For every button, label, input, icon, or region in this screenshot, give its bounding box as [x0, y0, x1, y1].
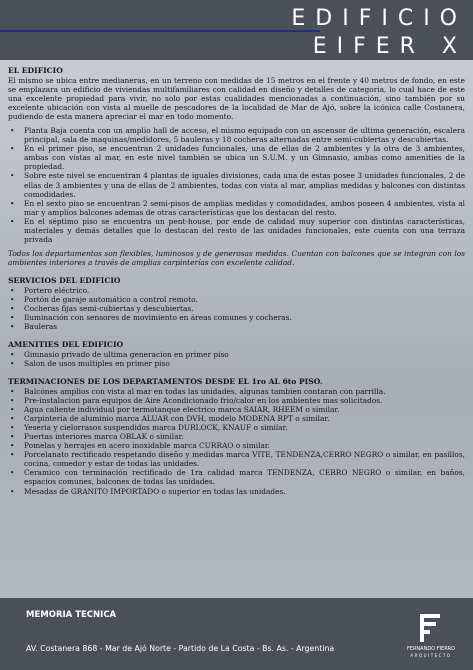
architect-logo	[396, 606, 466, 664]
list-item: • Sobre este nivel se encuentran 4 plantas de iguales divisiones, cada una de estas posee 3 unidades funcionales, 2 de ellas de 3 ambientes y una de ellas de 2 ambientes, todas con vista al mar, amplias medidas y balcones con distintas comodidades.	[8, 171, 465, 198]
servicios-heading: SERVICIOS DEL EDIFICIO	[8, 276, 121, 286]
list-item: • Ceramico con terminación rectificado de 1ra calidad marca TENDENZA, CERRO NEGRO o similar, en baños, espacios comunes, balcones de todas las unidades.	[8, 468, 465, 486]
list-item: • Iluminación con sensores de movimiento en áreas comunes y cocheras.	[8, 313, 465, 322]
el-edificio-list	[8, 126, 465, 244]
list-item: • Mesadas de GRANITO IMPORTADO o superior en todas las unidades.	[8, 487, 465, 496]
list-item: • Puertas interiores marca OBLAK o similar.	[8, 432, 465, 441]
list-item: • Portero eléctrico.	[8, 286, 465, 295]
list-item: • En el sexto piso se encuentran 2 semi-pisos de amplias medidas y comodidades, ambos poseen 4 ambientes, vista al mar y amplios balcones ademas de otras características que los destacan del resto.	[8, 199, 465, 217]
list-item: • Pomelas y herrajes en acero inoxidable marca CURRAO o similar.	[8, 441, 465, 450]
amenities-list	[8, 350, 465, 368]
list-item: • Portón de garaje automático a control remoto.	[8, 295, 465, 304]
document-body	[0, 60, 473, 598]
list-item: • Salon de usos multiples en primer piso	[8, 359, 465, 368]
el-edificio-heading: EL EDIFICIO	[8, 66, 63, 75]
list-item: • Balcónes amplios con vista al mar en todas las unidades, algunas tambien contaran con parrilla.	[8, 387, 465, 396]
amenities-heading: AMENITIES DEL EDIFICIO	[8, 340, 124, 350]
list-item: • Planta Baja cuenta con un amplio hall de acceso, el mismo equipado con un ascensor de ultima generación, escalera principal, sala de maquinas/medidores, 5 bauleras y 18 cocheras alternadas entre semi-cubiertas y descubiertas.	[8, 126, 465, 144]
list-item: • Yeseria y cielorrasos suspendidos marca DURLOCK, KNAUF o similar.	[8, 423, 465, 432]
terminaciones-heading: TERMINACIONES DE LOS DEPARTAMENTOS DESDE EL 1ro AL 6to PISO.	[8, 377, 323, 387]
terminaciones-list	[8, 387, 465, 496]
logo-mark-icon	[396, 606, 466, 646]
address: AV. Costanera 868 - Mar de Ajó Norte - Partido de La Costa - Bs. As. - Argentina	[26, 644, 335, 653]
list-item: • Gimnasio privado de ultima generacion en primer piso	[8, 350, 465, 359]
memoria-tecnica-label: MEMORIA TECNICA	[26, 610, 117, 620]
header	[0, 0, 473, 60]
title-line-1: EDIFICIO	[291, 6, 467, 31]
list-item: • En el primer piso, se encuentran 2 unidades funcionales, una de ellas de 2 ambientes y la otra de 3 ambientes, ambas con vistas al mar, en este nivel también se ubica un S.U.M. y un Gimnasio, ambas como amenities de la propiedad.	[8, 144, 465, 171]
title-line-2: EIFER X	[312, 34, 467, 59]
list-item: • Pre-instalacion para equipos de Aire Acondicionado frio/calor en los ambientes mas solicitados.	[8, 396, 465, 405]
list-item: • Bauleras	[8, 322, 465, 331]
logo-name: FERNANDO FIERRO	[406, 646, 456, 652]
el-edificio-closing: Todos los departamentos son flexibles, luminosos y de generosas medidas. Cuentan con balcones que se integran con los ambientes interiores a través de amplias carpinterías con excelente calidad.	[8, 249, 465, 268]
accent-line	[0, 30, 320, 32]
list-item: • Cocheras fijas semi-cubiertas y descubiertas.	[8, 304, 465, 313]
list-item: • En el séptimo piso se encuentra un pent-house, por ende de calidad muy superior con distintas características, materiales y demás detalles que lo destacan del resto de las unidades funcionales, este cuenta con una terraza privada	[8, 217, 465, 244]
servicios-list	[8, 286, 465, 331]
list-item: • Agua caliente individual por termotanque electrico marca SAIAR, RHEEM o similar.	[8, 405, 465, 414]
list-item: • Porcelanato rectificado respetando diseño y medidas marca VITE, TENDENZA,CERRO NEGRO o similar, en pasillos, cocina, comedor y estar de todas las unidades.	[8, 450, 465, 468]
footer	[0, 598, 473, 670]
list-item: • Carpintería de aluminio marca ALUAR con DVH, modelo MODENA RPT o similar.	[8, 414, 465, 423]
logo-subtitle: ARQUITECTO	[410, 653, 452, 658]
el-edificio-intro: El mismo se ubica entre medianeras, en un terreno con medidas de 15 metros en el frente y 40 metros de fondo, en este se emplazara un edificio de viviendas multifamiliares con calidad en diseño y detalles de categoria, lo cual hace de este una excelente propiedad para vivir, no solo por estas cualidades mencionadas a continuación, sino también por su excelente ubicación con vista al muelle de pescadores de la localidad de Mar de Ajó, sobre la icónica calle Costanera, pudiendo de esta manera apreciar el mar en todo momento.	[8, 75, 465, 121]
